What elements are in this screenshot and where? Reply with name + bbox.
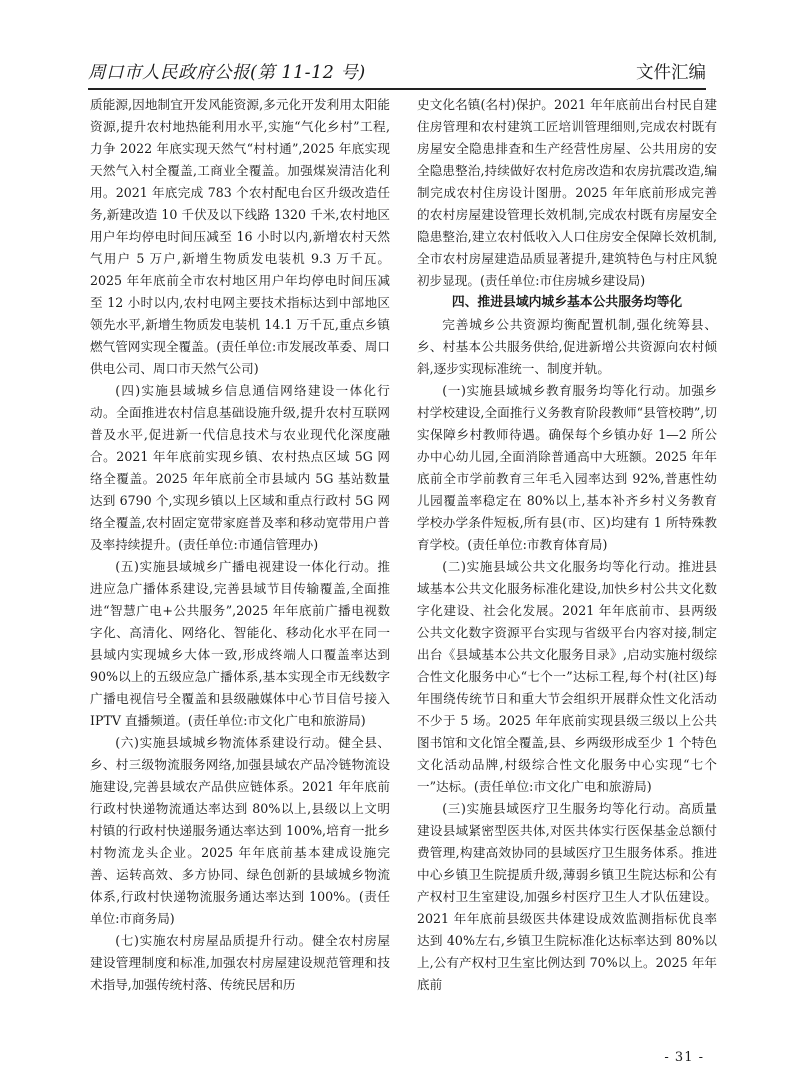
paragraph-body: 推进县域基本公共文化服务标准化建设,加快乡村公共文化数字化建设、社会化发展。2021 年年底前市、县两级公共文化数字资源平台实现与省级平台内容对接,制定出台《县域基本公共文化服务目录》,启动实施村级综合性文化服务中心“七个一”达标工程,每个村(社区)每年围绕传统节日和重大节会组织开展群众性文化活动不少于 5 场。2025 年年底前实现县级三级以上公共图书馆和文化馆全覆盖,县、乡两级形成至少 1 个特色文化活动品牌,村级综合性文化服务中心实现“七个一”达标。(责任单位:市文化广电和旅游局) xyxy=(417,559,717,794)
section-heading: 四、推进县域内城乡基本公共服务均等化 xyxy=(451,295,683,310)
paragraph-body: 健全农村房屋建设管理制度和标准,加强农村房屋建设规范管理和技术指导,加强传统村落、传统民居和历 xyxy=(90,933,390,992)
paragraph-body: 推进应急广播体系建设,完善县域节目传输覆盖,全面推进“智慧广电+公共服务”,2025 年年底前广播电视数字化、高清化、网络化、智能化、移动化水平在同一县域内实现城乡大体一致,形成终端人口覆盖率达到 90%以上的五级应急广播体系,基本实现全市无线数字广播电视信号全覆盖和县级融媒体中心节目信号接入 IPTV 直播频道。(责任单位:市文化广电和旅游局) xyxy=(90,559,390,728)
paragraph-body: 全面推进农村信息基础设施升级,提升农村互联网普及水平,促进新一代信息技术与农业现代化深度融合。2021 年年底前实现乡镇、农村热点区域 5G 网络全覆盖。2025 年年底前全市县域内 5G 基站数量达到 6790 个,实现乡镇以上区域和重点行政村 5G 网络全覆盖,农村固定宽带家庭普及率和移动宽带用户普及率持续提升。(责任单位:市通信管理办) xyxy=(90,405,390,552)
paragraph xyxy=(417,556,717,798)
publication-title: 周口市人民政府公报(第 11-12 号) xyxy=(88,63,366,83)
page-header xyxy=(88,58,706,90)
paragraph-lead: (七)实施农村房屋品质提升行动。 xyxy=(115,933,313,948)
paragraph xyxy=(90,380,390,556)
paragraph-body: 高质量建设县域紧密型医共体,对医共体实行医保基金总额付费管理,构建高效协同的县域医疗卫生服务体系。推进中心乡镇卫生院提质升级,薄弱乡镇卫生院达标和公有产权村卫生室建设,加强乡村医疗卫生人才队伍建设。2021 年年底前县级医共体建设成效监测指标优良率达到 40%左右,乡镇卫生院标准化达标率达到 80%以上,公有产权村卫生室比例达到 70%以上。2025 年年底前 xyxy=(417,801,717,992)
right-column xyxy=(417,94,717,996)
paragraph-lead: (四)实施县域城乡信息通信网络建设一体化行动。 xyxy=(90,383,390,420)
page-number: - 31 - xyxy=(664,1050,704,1065)
paragraph-lead: (六)实施县域城乡物流体系建设行动。 xyxy=(115,735,339,750)
paragraph: 史文化名镇(名村)保护。2021 年年底前出台村民自建住房管理和农村建筑工匠培训管理细则,完成农村既有房屋安全隐患排查和生产经营性房屋、公共用房的安全隐患整治,持续做好农村危房改造和农房抗震改造,编制完成农村住房设计图册。2025 年年底前形成完善的农村房屋建设管理长效机制,完成农村既有房屋安全隐患整治,建立农村低收入人口住房安全保障长效机制,全市农村房屋建造品质显著提升,建筑特色与村庄风貌初步显现。(责任单位:市住房城乡建设局) xyxy=(417,97,717,288)
section-name: 文件汇编 xyxy=(636,63,706,83)
paragraph xyxy=(90,556,390,732)
paragraph-lead: (三)实施县域医疗卫生服务均等化行动。 xyxy=(442,801,679,816)
paragraph-body: 健全县、乡、村三级物流服务网络,加强县域农产品冷链物流设施建设,完善县域农产品供应链体系。2021 年年底前行政村快递物流通达率达到 80%以上,县级以上文明村镇的行政村快递服务通达率达到 100%,培育一批乡村物流龙头企业。2025 年年底前基本建成设施完善、运转高效、多方协同、绿色创新的县域城乡物流体系,行政村快递物流服务通达率达到 100%。(责任单位:市商务局) xyxy=(90,735,390,926)
paragraph-lead: (二)实施县域公共文化服务均等化行动。 xyxy=(442,559,679,574)
paragraph xyxy=(90,732,390,930)
paragraph xyxy=(417,380,717,556)
paragraph-lead: (五)实施县域城乡广播电视建设一体化行动。 xyxy=(115,559,378,574)
paragraph: 质能源,因地制宜开发风能资源,多元化开发利用太阳能资源,提升农村地热能利用水平,实施“气化乡村”工程,力争 2022 年底实现天然气“村村通”,2025 年底实现天然气入村全覆盖,工商业全覆盖。加强煤炭清洁化利用。2021 年底完成 783 个农村配电台区升级改造任务,新建改造 10 千伏及以下线路 1320 千米,农村地区用户年均停电时间压减至 16 小时以内,新增农村天然气用户 5 万户,新增生物质发电装机 9.3 万千瓦。2025 年年底前全市农村地区用户年均停电时间压减至 12 小时以内,农村电网主要技术指标达到中部地区领先水平,新增生物质发电装机 14.1 万千瓦,重点乡镇燃气管网实现全覆盖。(责任单位:市发展改革委、周口供电公司、周口市天然气公司) xyxy=(90,97,390,376)
paragraph-body: 加强乡村学校建设,全面推行义务教育阶段教师“县管校聘”,切实保障乡村教师待遇。确保每个乡镇办好 1—2 所公办中心幼儿园,全面消除普通高中大班额。2025 年年底前全市学前教育三年毛入园率达到 92%,普惠性幼儿园覆盖率稳定在 80%以上,基本补齐乡村义务教育学校办学条件短板,所有县(市、区)均建有 1 所特殊教育学校。(责任单位:市教育体育局) xyxy=(417,383,717,552)
paragraph: 完善城乡公共资源均衡配置机制,强化统筹县、乡、村基本公共服务供给,促进新增公共资源向农村倾斜,逐步实现标准统一、制度并轨。 xyxy=(417,317,717,376)
left-column xyxy=(90,94,390,996)
paragraph-lead: (一)实施县域城乡教育服务均等化行动。 xyxy=(442,383,679,398)
paragraph xyxy=(417,798,717,996)
paragraph xyxy=(90,930,390,996)
